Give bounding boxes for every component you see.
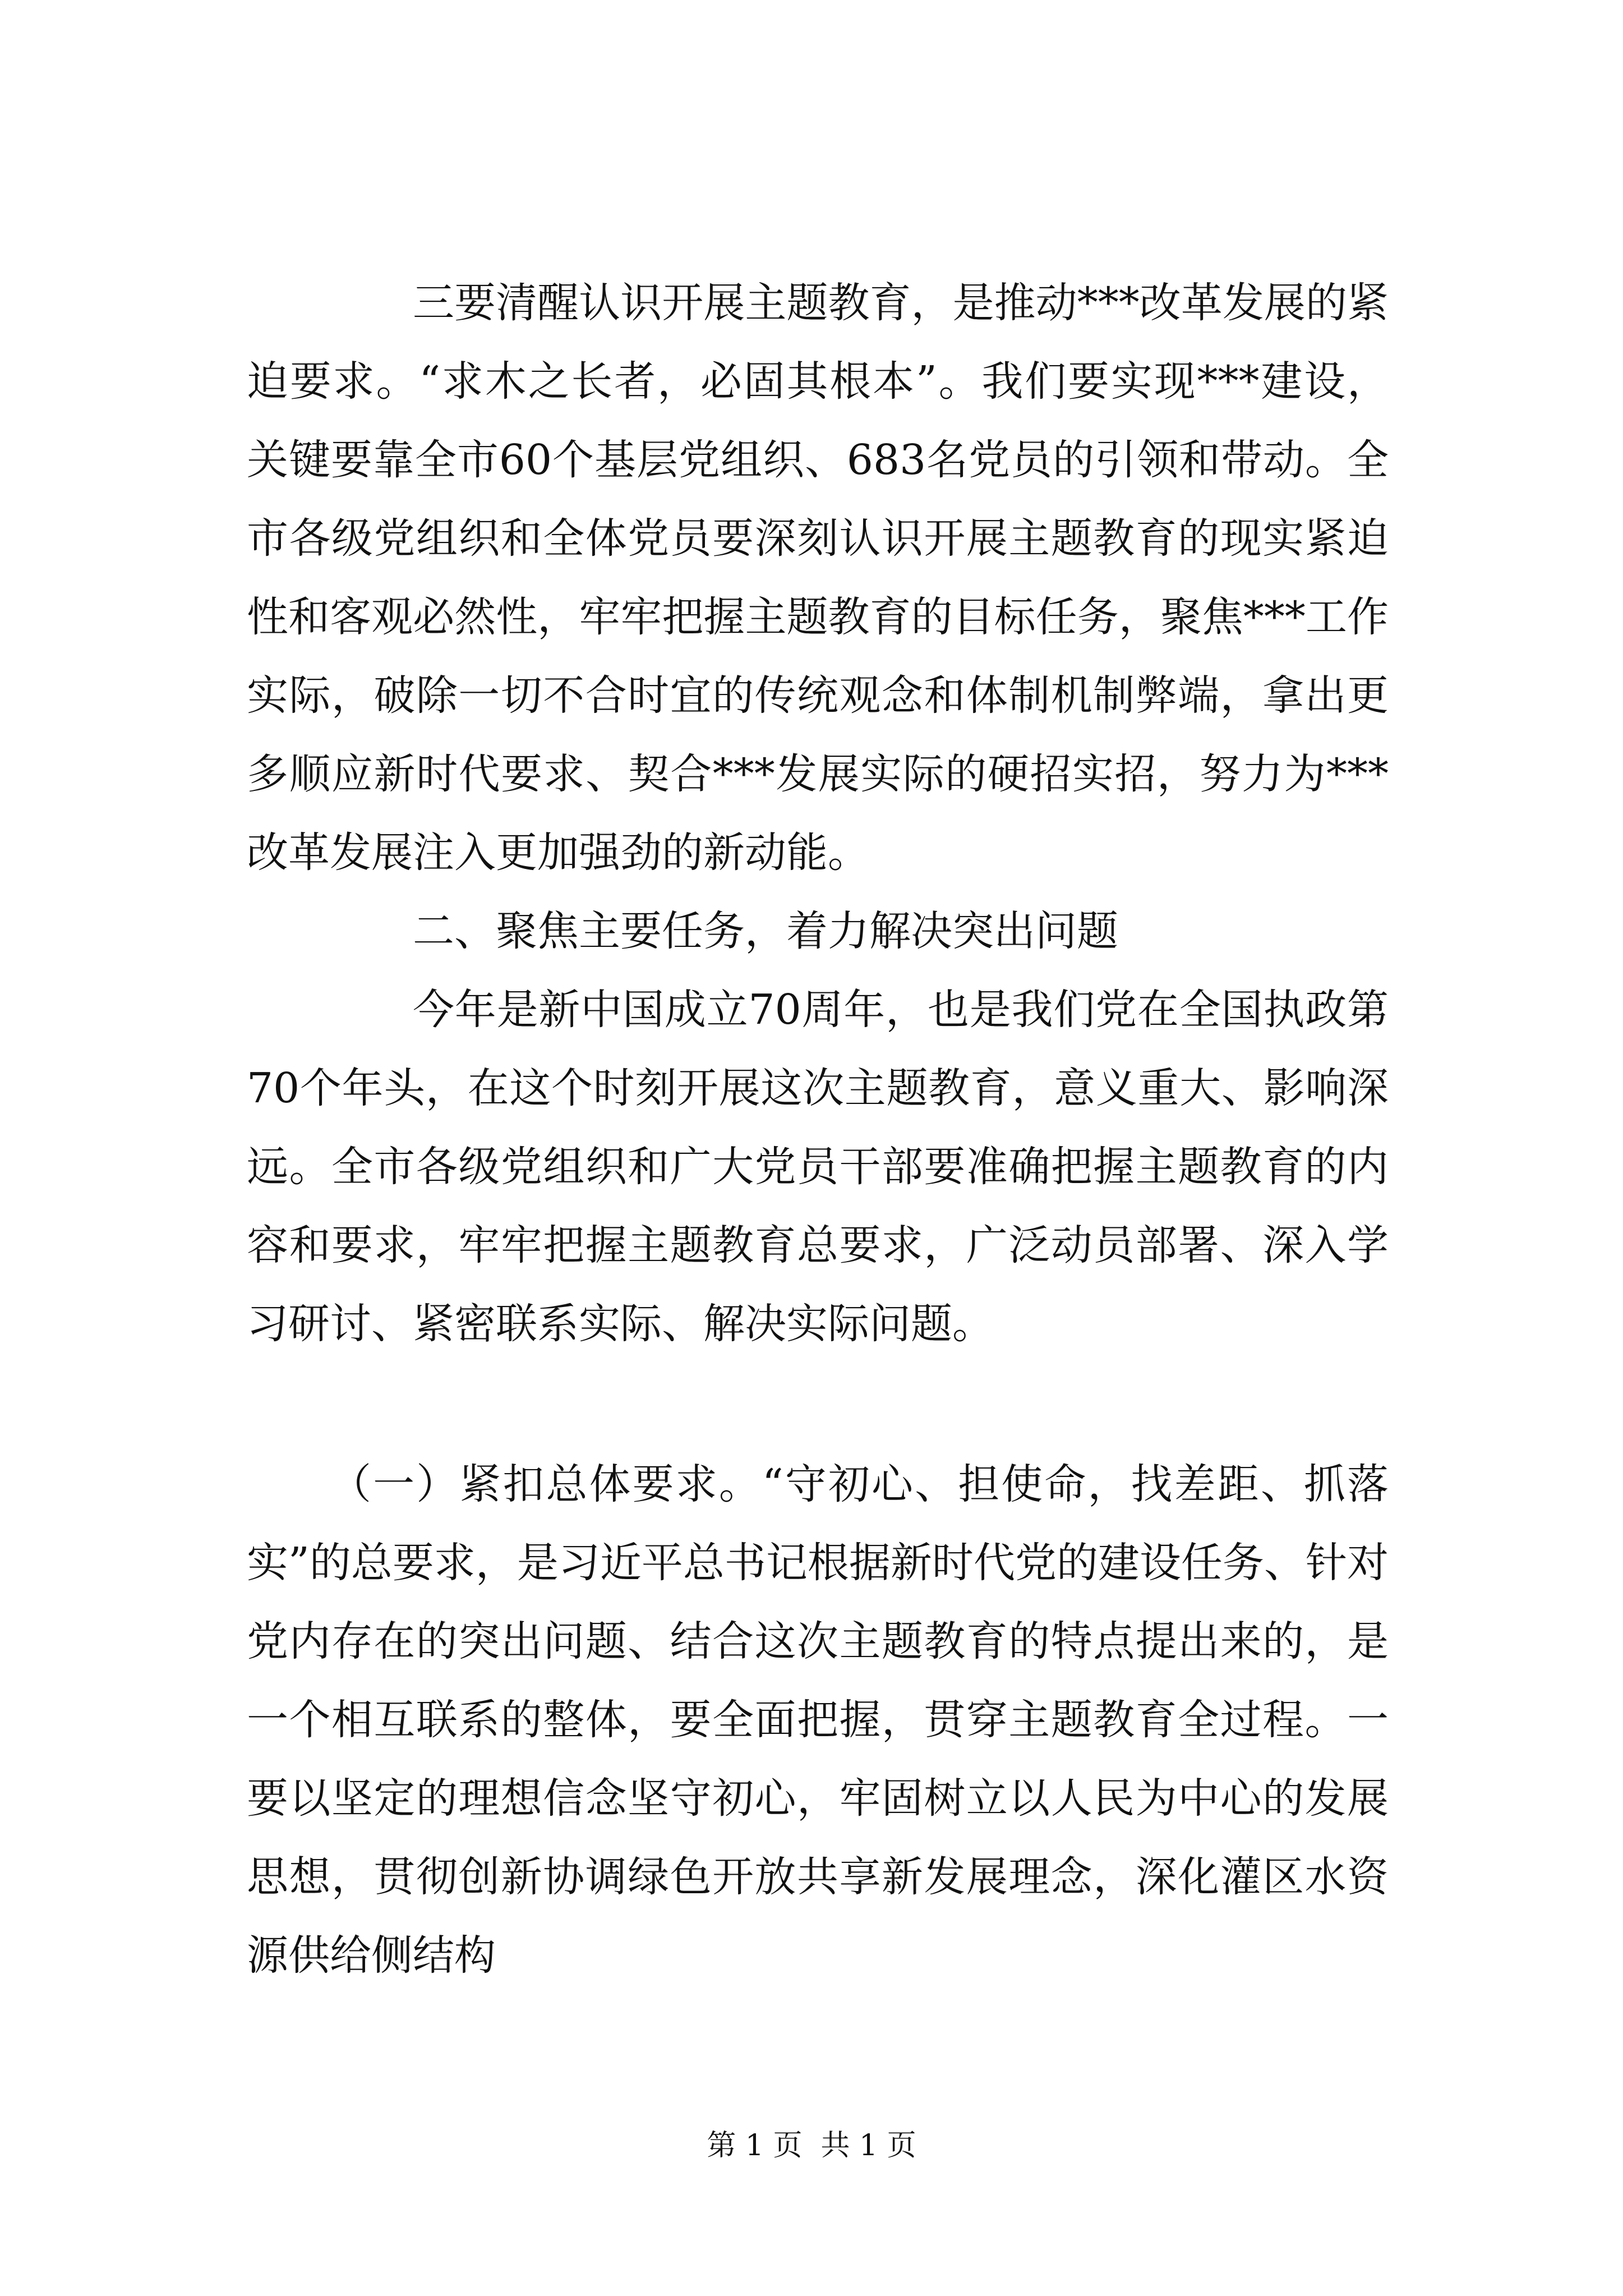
paragraph-spacer bbox=[247, 1363, 1389, 1445]
paragraph-general-requirements: （一）紧扣总体要求。“守初心、担使命，找差距、抓落实”的总要求，是习近平总书记根据新时代党的建设任务、针对党内存在的突出问题、结合这次主题教育的特点提出来的，是一个相互联系的整体，要全面把握，贯穿主题教育全过程。一要以坚定的理想信念坚守初心，牢固树立以人民为中心的发展思想，贯彻创新协调绿色开放共享新发展理念，深化灌区水资源供给侧结构 bbox=[247, 1460, 1389, 1980]
paragraph-third-requirement: 三要清醒认识开展主题教育，是推动***改革发展的紧迫要求。“求木之长者，必固其根本”。我们要实现***建设，关键要靠全市60个基层党组织、683名党员的引领和带动。全市各级党组织和全体党员要深刻认识开展主题教育的现实紧迫性和客观必然性，牢牢把握主题教育的目标任务，聚焦***工作实际，破除一切不合时宜的传统观念和体制机制弊端，拿出更多顺应新时代要求、契合***发展实际的硬招实招，努力为***改革发展注入更加强劲的新动能。 bbox=[247, 279, 1389, 877]
page-number-label: 第 1 页 共 1 页 bbox=[707, 2129, 916, 2162]
document-body bbox=[247, 264, 1389, 1995]
section-heading-two: 二、聚焦主要任务，着力解决突出问题 bbox=[413, 907, 1118, 955]
page-footer bbox=[0, 2126, 1623, 2165]
paragraph-70th-anniversary: 今年是新中国成立70周年，也是我们党在全国执政第70个年头，在这个时刻开展这次主题教育，意义重大、影响深远。全市各级党组织和广大党员干部要准确把握主题教育的内容和要求，牢牢把握主题教育总要求，广泛动员部署、深入学习研讨、紧密联系实际、解决实际问题。 bbox=[247, 986, 1389, 1348]
